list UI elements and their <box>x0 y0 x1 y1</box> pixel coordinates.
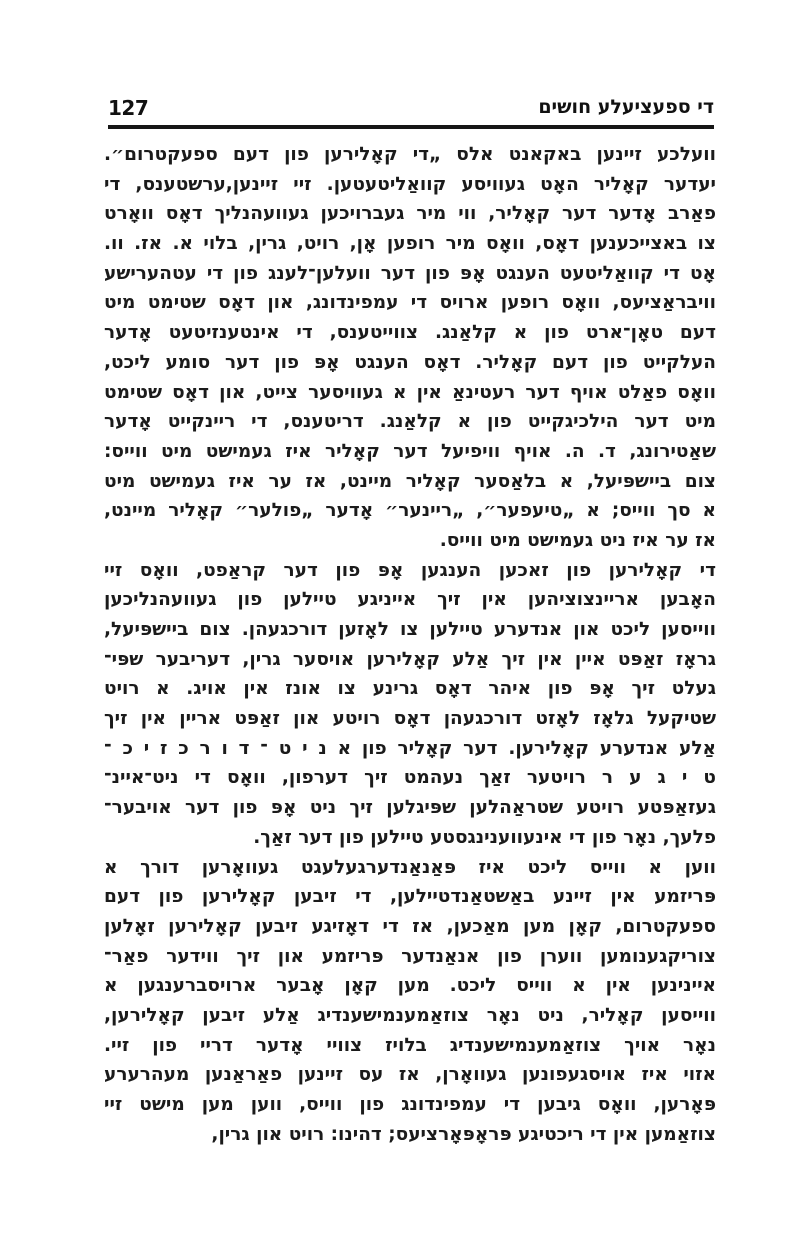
text-line: העלקייט פון דעם קאָליר. דאָס הענגט אָפּ פון דער סומע ליכט, <box>104 351 716 373</box>
header-rule <box>108 125 714 129</box>
text-line: ווייסען ליכט און אנדערע טיילען צו לאָזען דורכגעהן. צום ביישפּיעל, <box>104 619 716 640</box>
text-line: צו באצייכענען דאָס, וואָס מיר רופען אָן, רויט, גרין, בלוי א. אז. וו. <box>104 233 716 255</box>
text-line: ווען א ווייס ליכט איז פּאַנאַנדערגעלעגט געוואָרען דורך א <box>104 856 716 878</box>
text-line: איינינען אין א ווייס ליכט. מען קאָן אָבער ארויסברענגען א <box>104 975 716 997</box>
text-line: אזוי איז אויסגעפונען געוואָרן, אז עס זיינען פאַראַנען מעהרערע <box>104 1064 716 1086</box>
page-header <box>108 96 714 124</box>
text-line: פּאָרען, וואָס גיבען די עמפינדונג פון ווייס, ווען מען מישט זיי <box>104 1094 716 1115</box>
text-line: ווייסען קאָליר, ניט נאָר צוזאַמענמישענדיג אַלע זיבען קאָלירען, <box>104 1004 716 1026</box>
text-line: געזאַפּטע רויטע שטראַהלען שפּיגלען זיך ניט אָפּ פון דער אויבער־ <box>104 797 716 819</box>
text-line: ספעקטרום, קאָן מען מאַכען, אז די דאָזיגע זיבען קאָלירען זאָלען <box>104 915 716 937</box>
text-line: שטיקעל גלאָז לאָזט דורכגעהן דאָס רויטע און זאַפּט אריין אין זיך <box>104 708 716 730</box>
text-line: געלט זיך אָפּ פון איהר דאָס גרינע צו אונז אין אויג. א רויט <box>104 678 716 700</box>
text-line: וועלכע זיינען באקאנט אלס „די קאָלירען פון דעם ספעקטרום״. <box>104 144 716 165</box>
text-line: וואָס פאַלט אויף דער רעטינאַ אין א געוויסער צייט, און דאָס שטימט <box>104 381 716 403</box>
text-line: גראָז זאַפּט איין אין זיך אַלע קאָלירען אויסער גרין, דעריבער שפּי־ <box>104 648 716 670</box>
page-number: 127 <box>108 96 149 120</box>
text-line: צוזאַמען אין די ריכטיגע פּראָפּאָרציעס; דהינו: רויט און גרין, <box>211 1123 716 1145</box>
text-line: מיט דער הילכיגקייט פון א קלאַנג. דריטענס, די ריינקייט אָדער <box>104 411 716 433</box>
text-line: צוריקגענומען ווערן פון אנאַנדער פּריזמע און זיך ווידער פאַר־ <box>104 945 716 967</box>
text-line: האָבען אריינצוציהען אין זיך אייניגע טיילען פון געוועהנליכען <box>104 589 716 611</box>
text-line: צום ביישפּיעל, א בלאַסער קאָליר מיינט, אז ער איז געמישט מיט <box>104 470 716 492</box>
text-line: פלעך, נאָר פון די אינעווענינגסטע טיילען פון דער זאַך. <box>253 826 716 848</box>
text-line: יעדער קאָליר האָט געוויסע קוואַליטעטען. זיי זיינען,ערשטענס, די <box>104 173 716 195</box>
body-text <box>104 140 716 1149</box>
text-line: אָט די קוואַליטעט הענגט אָפּ פון דער וועלען־לענג פון די עטהערישע <box>104 262 716 284</box>
text-line: נאָר אויך צוזאַמענמישענדיג בלויז צוויי אָדער דריי פון זיי. <box>104 1034 716 1056</box>
running-head: די ספעציעלע חושים <box>538 96 714 118</box>
text-line: וויבראַציעס, וואָס רופען ארויס די עמפינדונג, און דאָס שטימט מיט <box>104 292 716 314</box>
text-line: די קאָלירען פון זאכען הענגען אָפּ פון דער קראַפט, וואָס זיי <box>104 559 716 581</box>
text-line: דעם טאָן־ארט פון א קלאַנג. צווייטענס, די אינטענזיטעט אָדער <box>104 322 716 344</box>
text-line: פּריזמע אין זיינע באַשטאַנדטיילען, די זיבען קאָלירען פון דעם <box>104 886 716 908</box>
text-line: אַלע אנדערע קאָלירען. דער קאָליר פון א נ י ט ־ ד ו ר כ ז י כ ־ <box>104 737 716 759</box>
paragraph <box>104 556 716 853</box>
text-line: שאַטירונג, ד. ה. אויף וויפיעל דער קאָליר איז געמישט מיט ווייס: <box>104 440 716 462</box>
paragraph <box>104 140 716 556</box>
paragraph <box>104 853 716 1150</box>
text-line: פאַרב אָדער דער קאָליר, ווי מיר געברויכען געוועהנליך דאָס וואָרט <box>104 203 716 225</box>
text-line: ט י ג ע ר רויטער זאַך נעהמט זיך דערפון, וואָס די ניט־איינ־ <box>104 767 716 789</box>
text-line: אז ער איז ניט געמישט מיט ווייס. <box>439 529 716 551</box>
text-line: א סך ווייס; א „טיעפער״, „ריינער״ אָדער „פולער״ קאָליר מיינט, <box>104 500 716 522</box>
